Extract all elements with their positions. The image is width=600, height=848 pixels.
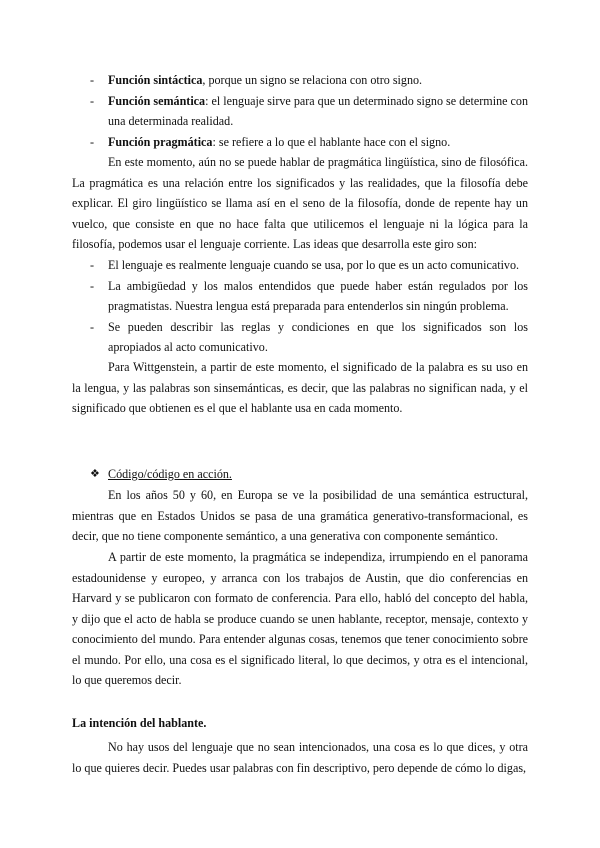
list-item: [72, 317, 528, 358]
term-syntactic: Función sintáctica: [108, 73, 203, 87]
item-text: , porque un signo se relaciona con otro signo.: [202, 73, 423, 87]
item-text: La ambigüedad y los malos entendidos que puede haber están regulados por los pragmatistas. Nuestra lengua está preparada para entenderlos sin ningún problema.: [108, 278, 528, 313]
section-heading-intention: [72, 713, 528, 734]
paragraph-intention: No hay usos del lenguaje que no sean intencionados, una cosa es lo que dices, y otra lo que quieres decir. Puedes usar palabras con fin descriptivo, pero depende de cómo lo digas,: [72, 740, 528, 775]
dash: -: [90, 319, 95, 334]
list-item: [72, 91, 528, 132]
section-title: La intención del hablante.: [72, 716, 207, 730]
item-text: : se refiere a lo que el hablante hace con el signo.: [212, 134, 451, 149]
list-item: [72, 70, 528, 91]
diamond-bullet-icon: ❖: [90, 468, 100, 480]
item-text: Se pueden describir las reglas y condiciones en que los significados son los apropiados al acto comunicativo.: [108, 319, 528, 354]
term-pragmatic: Función pragmática: [108, 134, 213, 149]
dash: -: [90, 258, 95, 272]
term-semantic: Función semántica: [108, 93, 206, 108]
ideas-list: [72, 255, 528, 358]
paragraph-linguistic-turn: En este momento, aún no se puede hablar de pragmática lingüística, sino de filosófica. La pragmática es una relación entre los significados y las realidades, que la filosofía debe explicar. El giro lingüístico se llama así en el seno de la filosofía, donde de repente hay un vuelco, que consiste en que no hace falta que utilicemos el lenguaje ni la lógica para la filosofía, podemos usar el lenguaje corriente. Las ideas que desarrolla este giro son:: [72, 155, 528, 251]
list-item: [72, 276, 528, 317]
paragraph-wittgenstein: Para Wittgenstein, a partir de este momento, el significado de la palabra es su uso en la lengua, y las palabras son sinsemánticas, es decir, que las palabras no significan nada, y el significado que obtienen es el que el hablante usa en cada momento.: [72, 360, 528, 415]
dash: -: [90, 73, 95, 87]
functions-list: [72, 70, 528, 152]
paragraph-50s-60s: En los años 50 y 60, en Europa se ve la posibilidad de una semántica estructural, mientras que en Estados Unidos se pasa de una gramática generativo-transformacional, es decir, que no tiene componente semántico, a una generativa con componente semántico.: [72, 488, 528, 543]
item-text: El lenguaje es realmente lenguaje cuando se usa, por lo que es un acto comunicativo.: [108, 258, 520, 272]
item-text: : el lenguaje sirve para que un determinado signo se determine con una determinada realidad.: [108, 93, 528, 128]
list-item: [72, 255, 528, 276]
section-heading-code: [72, 464, 528, 485]
paragraph-austin: A partir de este momento, la pragmática se independiza, irrumpiendo en el panorama estadounidense y europeo, y arranca con los trabajos de Austin, que dio conferencias en Harvard y se publicaron con formato de conferencia. Para ello, habló del concepto del habla, y dijo que el acto de habla se produce cuando se unen hablante, receptor, mensaje, contexto y conocimiento del mundo. Para entender algunas cosas, tenemos que tener conocimiento sobre el mundo. Por ello, una cosa es el significado literal, lo que decimos, y otra es el intencional, lo que queremos decir.: [72, 550, 528, 687]
list-item: [72, 132, 528, 153]
dash: -: [90, 134, 95, 149]
section-title: Código/código en acción.: [108, 467, 232, 481]
dash: -: [90, 278, 95, 293]
dash: -: [90, 93, 95, 108]
